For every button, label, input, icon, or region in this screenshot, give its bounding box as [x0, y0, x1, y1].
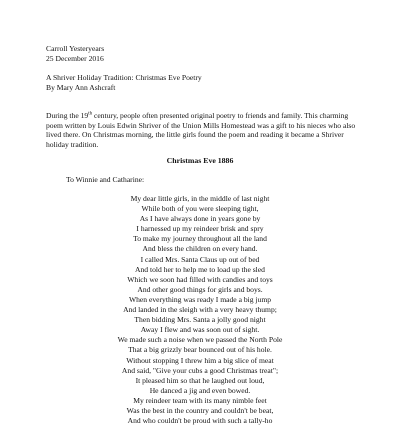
poem-line: Without stopping I threw him a big slice of meat — [126, 355, 274, 365]
poem-line: I harnessed up my reindeer brisk and spry — [136, 224, 264, 234]
poem-line: And said, "Give your cubs a good Christmas treat"; — [121, 365, 279, 375]
poem-line: And told her to help me to load up the sled — [135, 264, 265, 274]
publication-date: 25 December 2016 — [46, 53, 104, 63]
poem-salutation: To Winnie and Catharine: — [66, 175, 145, 184]
poem-line: And bless the children on every hand. — [142, 244, 258, 254]
poem-line: When everything was ready I made a big jump — [128, 294, 272, 304]
poem-line: Away I flew and was soon out of sight. — [140, 325, 260, 335]
intro-paragraph — [46, 111, 358, 149]
article-title: A Shriver Holiday Tradition: Christmas Eve Poetry — [46, 73, 202, 82]
poem-line: While both of you were sleeping tight, — [141, 204, 259, 214]
poem-line: My dear little girls, in the middle of last night — [130, 194, 270, 203]
poem-line: To make my journey throughout all the land — [133, 234, 267, 244]
publication-header — [46, 44, 104, 63]
article-byline: By Mary Ann Ashcraft — [46, 82, 116, 92]
poem-line: Was the best in the country and couldn't be beat, — [126, 405, 274, 415]
poem-line: My reindeer team with its many nimble feet — [133, 395, 267, 405]
poem-line: Which we soon had filled with candies and toys — [127, 274, 273, 284]
publication-name: Carroll Yesteryears — [46, 44, 105, 53]
intro-text-start: During the 19 — [46, 111, 89, 120]
poem-line: And who couldn't be proud with such a tally-ho — [127, 416, 273, 426]
poem-line: It pleased him so that he laughed out loud, — [135, 375, 265, 385]
poem-body — [0, 194, 400, 426]
poem-line: And landed in the sleigh with a very heavy thump; — [123, 305, 277, 315]
poem-line: We made such a noise when we passed the North Pole — [117, 335, 283, 345]
poem-line: He danced a jig and even bowed. — [149, 385, 251, 395]
poem-title: Christmas Eve 1886 — [166, 156, 234, 165]
poem-line: And other good things for girls and boys. — [137, 284, 263, 294]
poem-line: That a big grizzly bear bounced out of his hole. — [128, 345, 272, 355]
poem-line: As I have always done in years gone by — [139, 214, 261, 224]
poem-line: I called Mrs. Santa Claus up out of bed — [140, 254, 260, 264]
poem-line: Then bidding Mrs. Santa a jolly good night — [134, 315, 266, 325]
intro-text-rest: century, people often presented original poetry to friends and family. This charming poem written by Louis Edwin Shriver of the Union Mills Homestead was a gift to his nieces who also lived there. On Christmas morning, the little girls found the poem and reading it became a Shriver holiday tradition. — [46, 111, 356, 149]
article-heading — [46, 73, 202, 92]
intro-superscript: th — [88, 111, 93, 117]
